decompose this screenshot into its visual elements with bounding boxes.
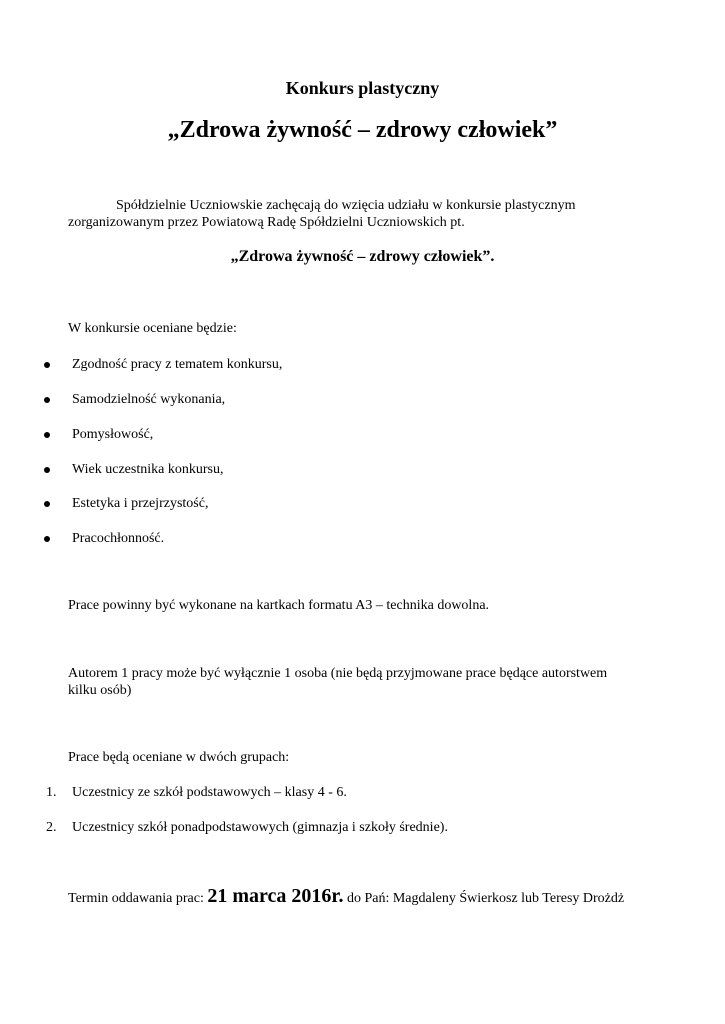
- groups-intro: Prace będą oceniane w dwóch grupach:: [68, 750, 290, 765]
- format-note: Prace powinny być wykonane na kartkach formatu A3 – technika dowolna.: [68, 598, 490, 613]
- criteria-intro: W konkursie oceniane będzie:: [68, 321, 237, 336]
- bullet-icon: [44, 536, 50, 542]
- criteria-item-text: Pracochłonność.: [72, 531, 165, 546]
- author-rule-line-1: Autorem 1 pracy może być wyłącznie 1 osoba (nie będą przyjmowane prace będące autorstwem: [68, 666, 608, 681]
- contest-subtitle: „Zdrowa żywność – zdrowy człowiek”: [167, 117, 558, 143]
- group-number: 2.: [46, 820, 57, 835]
- deadline-prefix: Termin oddawania prac:: [68, 891, 208, 906]
- author-rule-line-2: kilku osób): [68, 683, 132, 698]
- contest-quote: „Zdrowa żywność – zdrowy człowiek”.: [230, 248, 495, 265]
- criteria-item-text: Wiek uczestnika konkursu,: [72, 462, 224, 477]
- intro-line-1: Spółdzielnie Uczniowskie zachęcają do wzięcia udziału w konkursie plastycznym: [116, 198, 576, 213]
- criteria-item-text: Samodzielność wykonania,: [72, 392, 226, 407]
- intro-line-2: zorganizowanym przez Powiatową Radę Spółdzielni Uczniowskich pt.: [68, 215, 465, 230]
- document-title: Konkurs plastyczny: [285, 78, 440, 98]
- bullet-icon: [44, 501, 50, 507]
- deadline-line: [68, 885, 624, 908]
- group-number: 1.: [46, 785, 57, 800]
- bullet-icon: [44, 397, 50, 403]
- bullet-icon: [44, 362, 50, 368]
- deadline-suffix: do Pań: Magdaleny Świerkosz lub Teresy Drożdż: [343, 891, 625, 906]
- criteria-item-text: Pomysłowość,: [72, 427, 154, 442]
- group-text: Uczestnicy ze szkół podstawowych – klasy 4 - 6.: [72, 785, 347, 800]
- bullet-icon: [44, 467, 50, 473]
- group-text: Uczestnicy szkół ponadpodstawowych (gimnazja i szkoły średnie).: [72, 820, 448, 835]
- criteria-item-text: Zgodność pracy z tematem konkursu,: [72, 357, 283, 372]
- bullet-icon: [44, 432, 50, 438]
- criteria-item-text: Estetyka i przejrzystość,: [72, 496, 209, 511]
- deadline-date: 21 marca 2016r.: [207, 885, 344, 907]
